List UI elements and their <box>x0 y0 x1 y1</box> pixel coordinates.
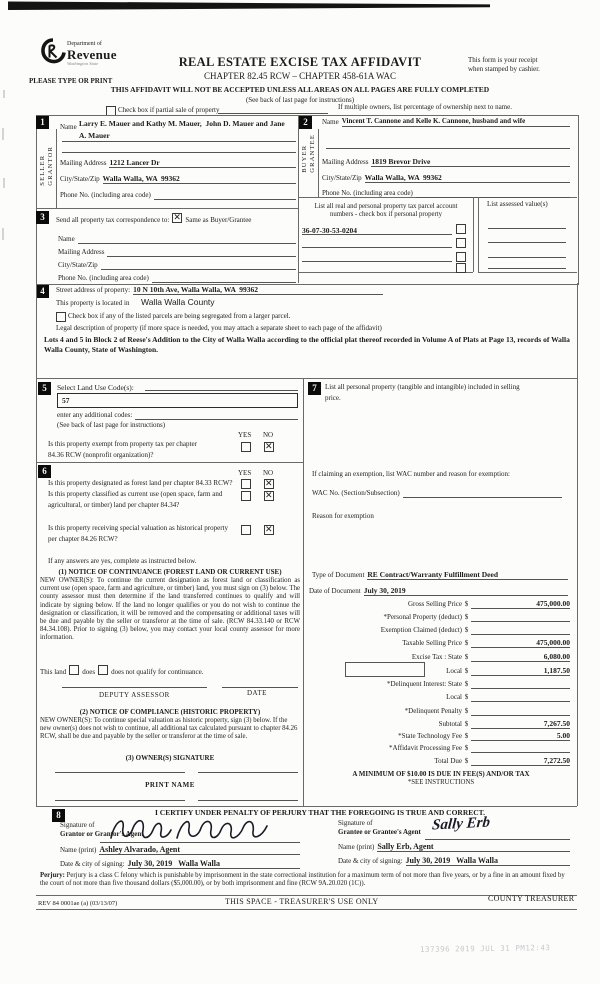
buyer-name-label: Name <box>322 118 339 126</box>
current-no-checkbox[interactable] <box>264 491 274 501</box>
section-5-badge: 5 <box>38 382 51 395</box>
deputy-assessor-line[interactable] <box>62 687 207 688</box>
historic-question-line1: Is this property receiving special valuation as historical property <box>48 524 229 532</box>
chapter-line: CHAPTER 82.45 RCW – CHAPTER 458-61A WAC <box>204 71 396 81</box>
grantee-sig-label-2: Grantee or Grantee's Agent <box>338 828 421 836</box>
scan-artifact-bar <box>8 1 490 10</box>
additional-codes-value[interactable] <box>135 410 298 420</box>
does-not-label: does not <box>111 668 135 676</box>
county-treasurer-label: COUNTY TREASURER <box>488 894 575 903</box>
tax-value[interactable] <box>471 688 570 689</box>
logo-state: Washington State <box>67 61 99 66</box>
logo-revenue: Revenue <box>67 47 117 62</box>
tax-value[interactable]: 7,272.50 <box>471 756 570 766</box>
historic-yes-checkbox[interactable] <box>241 525 251 535</box>
owner-print-line-1[interactable] <box>55 800 185 801</box>
grantee-signature-line[interactable] <box>425 839 570 840</box>
buyer-mailing-value[interactable]: 1819 Brevor Drive <box>371 157 570 167</box>
grantee-date-label: Date & city of signing: <box>338 857 403 865</box>
historic-question-line2: per chapter 84.26 RCW? <box>48 535 118 543</box>
historic-no-checkbox[interactable] <box>264 525 274 535</box>
seller-name-line2[interactable]: A. Mauer <box>79 131 110 140</box>
certify-statement: I CERTIFY UNDER PENALTY OF PERJURY THAT THE FOREGOING IS TRUE AND CORRECT. <box>154 808 485 817</box>
if-yes-note: If any answers are yes, complete as instructed below. <box>48 557 197 565</box>
grantor-name-value[interactable]: Ashley Alvarado, Agent <box>99 845 300 855</box>
exempt-no-checkbox[interactable] <box>264 442 274 452</box>
exempt-question-line2: 84.36 RCW (nonprofit organization)? <box>48 451 154 459</box>
segregated-label: Check box if any of the listed parcels are being segregated from a larger parcel. <box>68 312 291 320</box>
see-instructions-note: *SEE INSTRUCTIONS <box>407 779 475 786</box>
section-1-badge: 1 <box>36 116 49 129</box>
grantor-name-label: Name (print) <box>60 846 97 854</box>
tax-row-delinquent-interest-state: *Delinquent Interest: State $ <box>312 678 570 689</box>
correspondence-send-label <box>56 213 251 225</box>
tax-row-personal-property: *Personal Property (deduct) $ <box>312 611 570 622</box>
wac-label: WAC No. (Section/Subsection) <box>312 489 400 497</box>
located-in-label: This property is located in <box>56 299 130 307</box>
warning-line: THIS AFFIDAVIT WILL NOT BE ACCEPTED UNLESS ALL AREAS ON ALL PAGES ARE FULLY COMPLETED <box>110 85 490 94</box>
corr-name-value[interactable] <box>78 234 296 244</box>
grantor-date-label: Date & city of signing: <box>60 860 125 868</box>
tax-row-delinquent-penalty: *Delinquent Penalty $ <box>312 705 570 716</box>
tax-value[interactable] <box>471 715 570 716</box>
treasurer-use-label: THIS SPACE - TREASURER'S USE ONLY <box>225 897 379 906</box>
tax-row-technology-fee: *State Technology Fee $ 5.00 <box>312 730 570 741</box>
grantee-name-value[interactable]: Sally Erb, Agent <box>377 842 570 852</box>
rev-number: REV 84 0001ae (a) (03/13/07) <box>38 900 118 907</box>
wac-value[interactable] <box>403 488 562 498</box>
tax-row-excise-state: Excise Tax : State $ 6,080.00 <box>312 651 570 662</box>
tax-row-subtotal: Subtotal $ 7,267.50 <box>312 718 570 729</box>
deputy-assessor-label: DEPUTY ASSESSOR <box>99 691 170 699</box>
corr-city-value[interactable] <box>101 260 296 270</box>
forest-yes-checkbox[interactable] <box>241 479 251 489</box>
seller-name-line1[interactable]: Larry E. Mauer and Kathy M. Mauer, John D. Mauer and Jane <box>79 119 285 128</box>
doc-date-value[interactable]: July 30, 2019 <box>364 586 568 596</box>
tax-label: Gross Selling Price <box>407 600 462 608</box>
qualify-post: qualify for continuance. <box>136 668 204 676</box>
section-6-badge: 6 <box>38 465 51 478</box>
tax-value[interactable]: 475,000.00 <box>471 638 570 648</box>
print-name-label: PRINT NAME <box>145 781 195 789</box>
tax-value[interactable] <box>471 752 570 753</box>
grantor-word: GRANTOR <box>47 146 54 186</box>
tax-label: Subtotal <box>438 720 462 728</box>
scan-artifact <box>3 90 5 98</box>
perjury-note <box>40 872 574 888</box>
tax-row-gross: Gross Selling Price $ 475,000.00 <box>312 598 570 609</box>
logo-dept-line: Department of <box>67 41 102 47</box>
tax-row-exemption-claimed: Exemption Claimed (deduct) $ <box>312 624 570 635</box>
legal-description-value[interactable]: Lots 4 and 5 in Block 2 of Reese's Addition to the City of Walla Walla according to the official plat thereof recorded in Volume A of Plats at Page 13, records of Walla Walla County, State of Washington. <box>44 335 570 354</box>
grantee-word: GRANTEE <box>309 134 316 173</box>
corr-phone-label: Phone No. (including area code) <box>58 274 149 282</box>
doc-date-label: Date of Document <box>309 587 361 595</box>
tax-row-delinquent-interest-local: Local $ <box>312 691 570 702</box>
seller-mailing-value[interactable]: 1212 Lancer Dr <box>109 158 296 168</box>
parcel-personal-checkbox-1[interactable] <box>456 224 466 234</box>
forest-question: Is this property designated as forest land per chapter 84.33 RCW? <box>48 479 233 487</box>
receipt-note-line1: This form is your receipt <box>468 56 538 64</box>
corr-name-label: Name <box>58 235 75 243</box>
land-does-not-checkbox[interactable] <box>98 665 108 675</box>
dor-logo-text <box>67 40 117 67</box>
parcel-header-line2: numbers - check box if personal property <box>329 211 443 219</box>
additional-codes-label: enter any additional codes: <box>57 411 133 419</box>
parcel-line-1 <box>302 234 452 235</box>
land-use-code-value: 57 <box>62 396 70 405</box>
current-yes-checkbox[interactable] <box>241 491 251 501</box>
assessed-header: List assessed value(s) <box>487 200 548 208</box>
doc-type-label: Type of Document <box>312 571 365 579</box>
scan-artifact <box>3 178 5 188</box>
buyer-mailing-label: Mailing Address <box>322 158 369 166</box>
same-as-buyer-checkbox[interactable] <box>172 213 182 223</box>
assessed-line-1[interactable] <box>488 228 566 229</box>
tax-label: Total Due <box>434 757 462 765</box>
doc-type-value[interactable]: RE Contract/Warranty Fulfillment Deed <box>367 570 568 580</box>
tax-label: Exemption Claimed (deduct) <box>380 626 462 634</box>
tax-value[interactable] <box>471 621 570 622</box>
same-as-label: Same as Buyer/Grantee <box>185 216 252 224</box>
partial-sale-line <box>218 113 328 114</box>
reason-for-exemption-label: Reason for exemption <box>312 512 374 520</box>
personal-property-title-line2: price. <box>325 394 341 402</box>
street-address-value[interactable]: 10 N 10th Ave, Walla Walla, WA 99362 <box>133 285 383 295</box>
exemption-prompt: If claiming an exemption, list WAC number and reason for exemption: <box>312 470 510 478</box>
seller-word: SELLER <box>39 154 46 186</box>
receipt-note-line2: when stamped by cashier. <box>468 65 540 73</box>
buyer-name-value[interactable]: Vincent T. Cannone and Kelle K. Cannone, husband and wife <box>342 117 570 127</box>
section-3-badge: 3 <box>36 211 49 224</box>
section-4-badge: 4 <box>36 285 49 298</box>
assessor-date-line[interactable] <box>222 687 298 688</box>
tax-value[interactable]: 6,080.00 <box>471 652 570 662</box>
tax-label: *Delinquent Interest: State <box>386 680 462 688</box>
grantee-signature: Sally Erb <box>431 814 491 834</box>
scan-artifact <box>2 228 4 240</box>
buyer-phone-label: Phone No. (including area code) <box>322 189 413 197</box>
form-title: REAL ESTATE EXCISE TAX AFFIDAVIT <box>178 55 422 69</box>
perjury-lead: Perjury: <box>40 872 65 879</box>
corr-mailing-label: Mailing Address <box>58 248 105 256</box>
assessed-line-2[interactable] <box>488 242 566 243</box>
personal-property-title-line1: List all personal property (tangible and intangible) included in selling <box>325 383 520 391</box>
minimum-due-note: A MINIMUM OF $10.00 IS DUE IN FEE(S) AND/OR TAX <box>352 770 530 778</box>
buyer-extra-line <box>326 148 570 149</box>
seller-name-label: Name <box>60 123 77 131</box>
buyer-side-label <box>301 134 316 173</box>
tax-label: *Delinquent Penalty <box>404 707 462 715</box>
owner-signature-line-1[interactable] <box>55 772 185 773</box>
no-header-5: NO <box>263 431 274 439</box>
see-back-label: (See back of last page for instructions) <box>57 421 166 429</box>
tax-label: *State Technology Fee <box>398 732 462 740</box>
please-type-label: PLEASE TYPE OR PRINT <box>29 77 113 85</box>
grantor-date-value[interactable]: July 30, 2019 Walla Walla <box>128 859 300 869</box>
tax-row-total-due: Total Due $ 7,272.50 <box>312 755 570 766</box>
parcel-line-3 <box>302 261 452 262</box>
multiple-owners-note: If multiple owners, list percentage of ownership next to name. <box>338 103 512 111</box>
land-does-checkbox[interactable] <box>69 665 79 675</box>
current-use-question-line2: agricultural, or timber) land per chapter 84.34? <box>48 501 180 509</box>
buyer-phone-value[interactable] <box>416 188 570 198</box>
section-2-badge: 2 <box>299 116 312 129</box>
tax-row-excise-local: Local $ 1,187.50 <box>312 665 570 676</box>
parcel-personal-checkbox-3[interactable] <box>456 252 466 262</box>
parcel-header <box>300 203 472 219</box>
seller-side-label <box>39 146 54 186</box>
notice2-title: (2) NOTICE OF COMPLIANCE (HISTORIC PROPERTY) <box>79 708 261 716</box>
see-back-note: (See back of last page for instructions) <box>245 96 355 104</box>
tax-label: *Affidavit Processing Fee <box>389 744 462 752</box>
cashier-stamp: 137396 2019 JUL 31 PM12:43 <box>419 943 551 954</box>
tax-value[interactable] <box>471 701 570 702</box>
buyer-city-value[interactable]: Walla Walla, WA 99362 <box>365 173 570 183</box>
parcel-header-line1: List all real and personal property tax parcel account <box>314 203 458 210</box>
owner-print-line-2[interactable] <box>198 800 298 801</box>
yes-header-5: YES <box>238 431 252 439</box>
current-use-question-line1: Is this property classified as current use (open space, farm and <box>48 490 223 498</box>
scan-artifact <box>2 128 4 140</box>
section-7-badge: 7 <box>308 382 321 395</box>
section-8-badge: 8 <box>52 809 65 822</box>
parcel-personal-checkbox-4[interactable] <box>456 263 466 273</box>
tax-value[interactable]: 5.00 <box>471 731 570 741</box>
land-use-code-box[interactable] <box>57 393 298 408</box>
notice2-body: NEW OWNER(S): To continue special valuation as historic property, sign (3) below. If the new owner(s) does not wish to continue, all additional tax calculated pursuant to chapter 84.26 RCW, shall be due and payable by the seller or transferor at the time of sale. <box>40 717 298 741</box>
owners-signature-title: (3) OWNER(S) SIGNATURE <box>125 754 215 762</box>
legal-description-label: Legal description of property (if more space is needed, you may attach a separate sheet to each page of the affidavit) <box>56 324 382 332</box>
parcel-personal-checkbox-2[interactable] <box>456 238 466 248</box>
tax-label: *Personal Property (deduct) <box>383 613 462 621</box>
street-address-label: Street address of property: <box>56 286 131 294</box>
grantee-sig-label-1: Signature of <box>338 819 373 827</box>
perjury-body: Perjury is a class C felony which is punishable by imprisonment in the state correctional institution for a maximum term of not more than five years, or by a fine in an amount fixed by the court of not more than five thousand dollars ($5,000.00), or by both imprisonment and fine (RCW 9A.20.020 (1C)). <box>40 872 565 888</box>
notice1-body: NEW OWNER(S): To continue the current designation as forest land or classification as current use (open space, farm and agriculture, or timber) land, you must sign on (3) below. The county assessor must then determine if the land transferred continues to qualify and will indicate by signing below. If the land no longer qualifies or you do not wish to continue the designation or classification, it will be removed and the compensating or additional taxes will be due and payable by the seller or transferor at the time of sale. (RCW 84.33.140 or RCW 84.34.108). Prior to signing (3) below, you may contact your local county assessor for more information. <box>40 577 300 642</box>
parcel-number-value[interactable]: 36-07-30-53-0204 <box>302 226 357 235</box>
forest-no-checkbox[interactable] <box>264 479 274 489</box>
buyer-word: BUYER <box>301 144 308 173</box>
segregated-checkbox[interactable] <box>56 312 66 322</box>
seller-city-value[interactable]: Walla Walla, WA 99362 <box>103 174 296 184</box>
grantee-name-label: Name (print) <box>338 843 375 851</box>
seller-extra-line <box>62 152 296 153</box>
corr-mailing-value[interactable] <box>107 247 296 257</box>
date-label: DATE <box>247 689 267 697</box>
located-in-value[interactable]: Walla Walla County <box>141 297 215 307</box>
land-use-title-line <box>145 390 298 391</box>
tax-label: Local <box>446 693 462 701</box>
tax-value[interactable] <box>471 634 570 635</box>
assessed-line-3[interactable] <box>488 257 566 258</box>
tax-row-taxable: Taxable Selling Price $ 475,000.00 <box>312 637 570 648</box>
tax-value[interactable]: 1,187.50 <box>471 666 570 676</box>
seller-name-line <box>62 141 296 142</box>
exempt-question-line1: Is this property exempt from property tax per chapter <box>48 440 197 448</box>
qualify-line <box>40 665 203 677</box>
no-header-6: NO <box>263 469 274 477</box>
buyer-city-label: City/State/Zip <box>322 174 362 182</box>
receipt-note <box>468 56 578 74</box>
grantor-sig-label-1: Signature of <box>60 821 95 829</box>
partial-sale-label: Check box if partial sale of property <box>118 106 220 114</box>
assessed-line-4[interactable] <box>488 268 566 269</box>
seller-city-label: City/State/Zip <box>60 175 100 183</box>
corr-city-label: City/State/Zip <box>58 261 98 269</box>
tax-label: Taxable Selling Price <box>402 639 462 647</box>
notice1-title: (1) NOTICE OF CONTINUANCE (FOREST LAND OR CURRENT USE) <box>58 568 282 576</box>
tax-value[interactable]: 475,000.00 <box>471 599 570 609</box>
land-use-title: Select Land Use Code(s): <box>57 383 134 392</box>
tax-label: Excise Tax : State <box>411 653 462 661</box>
grantor-signature <box>105 808 285 848</box>
qualify-pre: This land <box>40 668 67 676</box>
does-label: does <box>82 668 96 676</box>
owner-signature-line-2[interactable] <box>198 772 298 773</box>
tax-row-affidavit-fee: *Affidavit Processing Fee $ <box>312 742 570 753</box>
seller-phone-value[interactable] <box>154 190 296 200</box>
send-label-text: Send all property tax correspondence to: <box>56 216 170 224</box>
grantor-sig-label-2: Grantor or Grantor's Agent <box>60 830 144 838</box>
tax-label: Local <box>446 667 462 675</box>
grantee-date-value[interactable]: July 30, 2019 Walla Walla <box>406 856 570 866</box>
tax-value[interactable]: 7,267.50 <box>471 719 570 729</box>
seller-mailing-label: Mailing Address <box>60 159 107 167</box>
corr-phone-value[interactable] <box>152 273 296 283</box>
parcel-line-2 <box>302 247 452 248</box>
seller-phone-label: Phone No. (including area code) <box>60 191 151 199</box>
dor-logo-icon <box>40 38 66 64</box>
yes-header-6: YES <box>238 469 252 477</box>
exempt-yes-checkbox[interactable] <box>241 442 251 452</box>
